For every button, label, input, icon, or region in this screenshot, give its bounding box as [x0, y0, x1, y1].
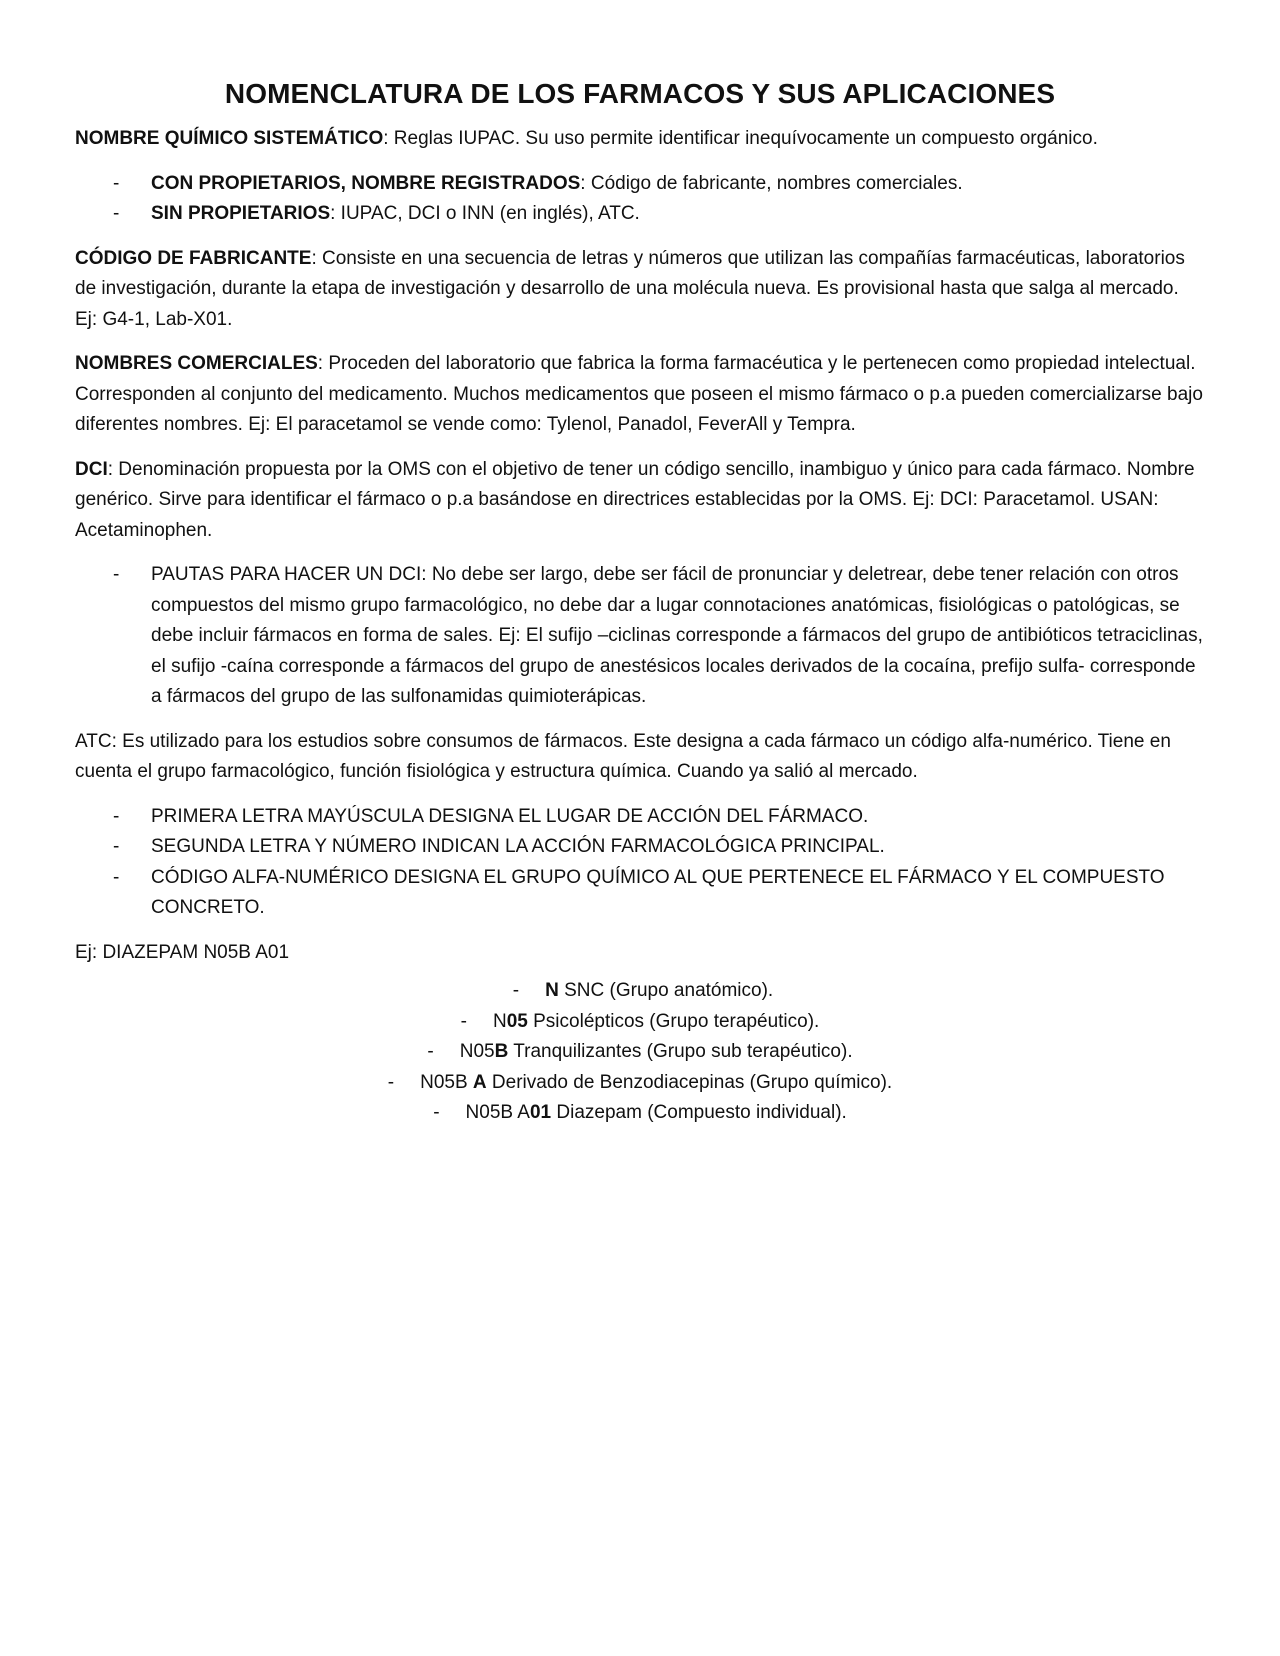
- list-item: [75, 1037, 1205, 1068]
- bullet-dash: -: [512, 980, 520, 1001]
- code-pre: N: [492, 1010, 507, 1032]
- code-desc: Tranquilizantes (Grupo sub terapéutico).: [508, 1041, 853, 1062]
- code-bold: A: [472, 1071, 487, 1093]
- bullet-dash: -: [427, 1041, 434, 1062]
- code-desc: Psicolépticos (Grupo terapéutico).: [527, 1010, 820, 1032]
- bullet-dash: -: [113, 564, 120, 585]
- list-item: [75, 1068, 1205, 1099]
- code-desc: SNC (Grupo anatómico).: [558, 980, 774, 1001]
- list-item: [75, 976, 1205, 1007]
- pautas-text: PAUTAS PARA HACER UN DCI: No debe ser largo, debe ser fácil de pronunciar y deletrear, debe tener relación con otros compuestos del mismo grupo farmacológico, no debe dar a lugar connotaciones anatómicas, fisiológicas o patológicas, se debe incluir fármacos en forma de sales. Ej: El sufijo –ciclinas corresponde a fármacos del grupo de antibióticos tetraciclinas, el sufijo -caína corresponde a fármacos del grupo de anestésicos locales derivados de la cocaína, prefijo sulfa- corresponde a fármacos del grupo de las sulfonamidas quimioterápicas.: [151, 564, 1203, 707]
- code-pre: N05B A: [465, 1102, 530, 1123]
- list-item-label: CON PROPIETARIOS, NOMBRE REGISTRADOS: [151, 172, 581, 194]
- code-pre: N05: [459, 1041, 495, 1062]
- fabricante-paragraph: [75, 244, 1205, 336]
- dci-label: DCI: [75, 458, 108, 480]
- code-desc: Diazepam (Compuesto individual).: [551, 1102, 847, 1123]
- fabricante-text: : Consiste en una secuencia de letras y números que utilizan las compañías farmacéuticas, laboratorios de investigación, durante la etapa de investigación y desarrollo de una molécula nueva. Es provisional hasta que salga al mercado. Ej: G4-1, Lab-X01.: [75, 247, 1185, 330]
- page-title: NOMENCLATURA DE LOS FARMACOS Y SUS APLICACIONES: [224, 78, 1056, 109]
- bullet-dash: -: [113, 836, 120, 857]
- list-item: [75, 560, 1205, 713]
- quimico-label: NOMBRE QUÍMICO SISTEMÁTICO: [75, 128, 384, 149]
- code-desc: Derivado de Benzodiacepinas (Grupo químico).: [486, 1071, 893, 1093]
- example-line: Ej: DIAZEPAM N05B A01: [75, 941, 290, 963]
- code-pre: N05B: [420, 1071, 473, 1093]
- atc-item-text: CÓDIGO ALFA-NUMÉRICO DESIGNA EL GRUPO QUÍMICO AL QUE PERTENECE EL FÁRMACO Y EL COMPUESTO CONCRETO.: [151, 866, 1165, 918]
- dci-text: : Denominación propuesta por la OMS con el objetivo de tener un código sencillo, inambiguo y único para cada fármaco. Nombre genérico. Sirve para identificar el fármaco o p.a basándose en directrices establecidas por la OMS. Ej: DCI: Paracetamol. USAN: Acetaminophen.: [75, 458, 1195, 541]
- quimico-paragraph: [75, 124, 1205, 155]
- comerciales-text: : Proceden del laboratorio que fabrica la forma farmacéutica y le pertenecen como propiedad intelectual. Corresponden al conjunto del medicamento. Muchos medicamentos que poseen el mismo fármaco o p.a pueden comercializarse bajo diferentes nombres. Ej: El paracetamol se vende como: Tylenol, Panadol, FeverAll y Tempra.: [75, 353, 1203, 435]
- comerciales-label: NOMBRES COMERCIALES: [75, 353, 318, 374]
- atc-paragraph: ATC: Es utilizado para los estudios sobre consumos de fármacos. Este designa a cada fármaco un código alfa-numérico. Tiene en cuenta el grupo farmacológico, función fisiológica y estructura química. Cuando ya salió al mercado.: [75, 730, 1171, 782]
- bullet-dash: -: [433, 1102, 440, 1123]
- list-item: [75, 169, 1205, 200]
- list-item-label: SIN PROPIETARIOS: [151, 203, 331, 224]
- list-item: [75, 863, 1205, 924]
- atc-item-text: PRIMERA LETRA MAYÚSCULA DESIGNA EL LUGAR DE ACCIÓN DEL FÁRMACO.: [151, 805, 869, 827]
- bullet-dash: -: [113, 172, 120, 194]
- list-item: [75, 1007, 1205, 1038]
- document-page: [75, 78, 1205, 1129]
- atc-item-text: SEGUNDA LETRA Y NÚMERO INDICAN LA ACCIÓN FARMACOLÓGICA PRINCIPAL.: [151, 836, 885, 857]
- atc-breakdown-list: [75, 976, 1205, 1129]
- dci-paragraph: [75, 455, 1205, 547]
- bullet-dash: -: [460, 1010, 467, 1032]
- pautas-list: [75, 560, 1205, 713]
- bullet-dash: -: [387, 1071, 395, 1093]
- list-item: [75, 199, 1205, 230]
- list-item-text: : IUPAC, DCI o INN (en inglés), ATC.: [330, 203, 640, 224]
- list-item: [75, 1098, 1205, 1129]
- fabricante-label: CÓDIGO DE FABRICANTE: [75, 247, 312, 269]
- code-bold: N: [545, 980, 559, 1001]
- propietarios-list: [75, 169, 1205, 230]
- code-bold: B: [494, 1041, 509, 1062]
- code-bold: 05: [506, 1010, 528, 1032]
- bullet-dash: -: [113, 805, 120, 827]
- code-bold: 01: [529, 1102, 552, 1123]
- bullet-dash: -: [113, 203, 120, 224]
- comerciales-paragraph: [75, 349, 1205, 441]
- list-item: [75, 832, 1205, 863]
- atc-list: [75, 802, 1205, 924]
- bullet-dash: -: [113, 866, 120, 888]
- list-item-text: : Código de fabricante, nombres comerciales.: [580, 172, 963, 194]
- list-item: [75, 802, 1205, 833]
- quimico-text: : Reglas IUPAC. Su uso permite identificar inequívocamente un compuesto orgánico.: [383, 128, 1098, 149]
